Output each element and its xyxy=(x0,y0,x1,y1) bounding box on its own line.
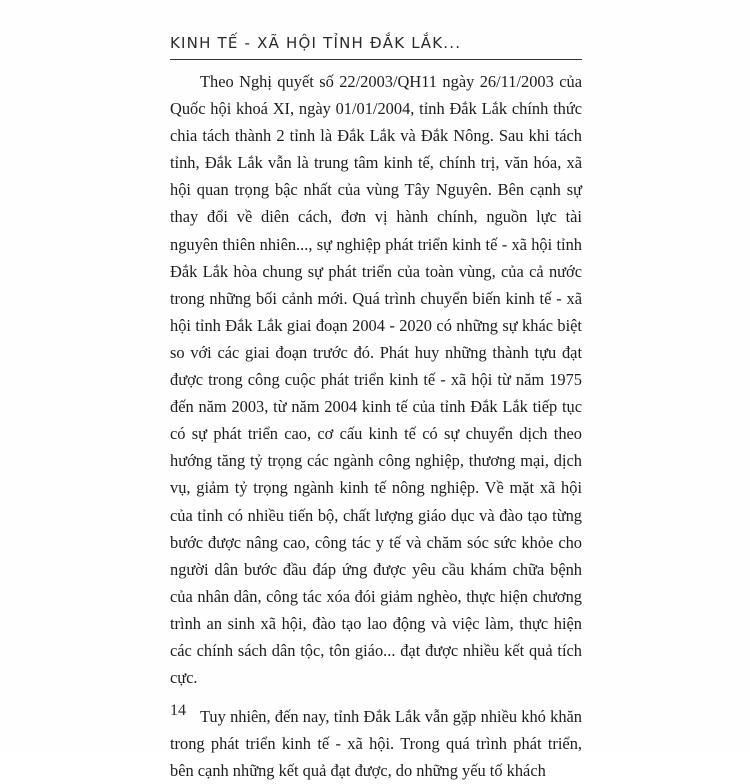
page-number: 14 xyxy=(170,702,186,719)
running-header: KINH TẾ - XÃ HỘI TỈNH ĐẮK LẮK... xyxy=(170,34,462,52)
body-text xyxy=(170,68,582,784)
header-rule xyxy=(170,59,582,60)
paragraph-2: Tuy nhiên, đến nay, tỉnh Đắk Lắk vẫn gặp nhiều khó khăn trong phát triển kinh tế - xã hội. Trong quá trình phát triển, bên cạnh những kết quả đạt được, do những yếu tố khách xyxy=(170,707,582,781)
paragraph-1: Theo Nghị quyết số 22/2003/QH11 ngày 26/11/2003 của Quốc hội khoá XI, ngày 01/01/2004, tỉnh Đắk Lắk chính thức chia tách thành 2 tỉnh là Đắk Lắk và Đắk Nông. Sau khi tách tỉnh, Đắk Lắk vẫn là trung tâm kinh tế, chính trị, văn hóa, xã hội quan trọng bậc nhất của vùng Tây Nguyên. Bên cạnh sự thay đổi về diên cách, đơn vị hành chính, nguồn lực tài nguyên thiên nhiên..., sự nghiệp phát triển kinh tế - xã hội tỉnh Đắk Lắk hòa chung sự phát triển của toàn vùng, của cả nước trong những bối cảnh mới. Quá trình chuyển biến kinh tế - xã hội tỉnh Đắk Lắk giai đoạn 2004 - 2020 có những sự khác biệt so với các giai đoạn trước đó. Phát huy những thành tựu đạt được trong công cuộc phát triển kinh tế - xã hội từ năm 1975 đến năm 2003, từ năm 2004 kinh tế của tỉnh Đắk Lắk tiếp tục có sự phát triển cao, cơ cấu kinh tế có sự chuyển dịch theo hướng tăng tỷ trọng các ngành công nghiệp, thương mại, dịch vụ, giảm tỷ trọng ngành kinh tế nông nghiệp. Về mặt xã hội của tỉnh có nhiều tiến bộ, chất lượng giáo dục và đào tạo từng bước được nâng cao, công tác y tế và chăm sóc sức khỏe cho người dân bước đầu đáp ứng được yêu cầu khám chữa bệnh của nhân dân, công tác xóa đói giảm nghèo, thực hiện chương trình an sinh xã hội, đào tạo lao động và việc làm, thực hiện các chính sách dân tộc, tôn giáo... đạt được nhiều kết quả tích cực. xyxy=(170,72,582,688)
